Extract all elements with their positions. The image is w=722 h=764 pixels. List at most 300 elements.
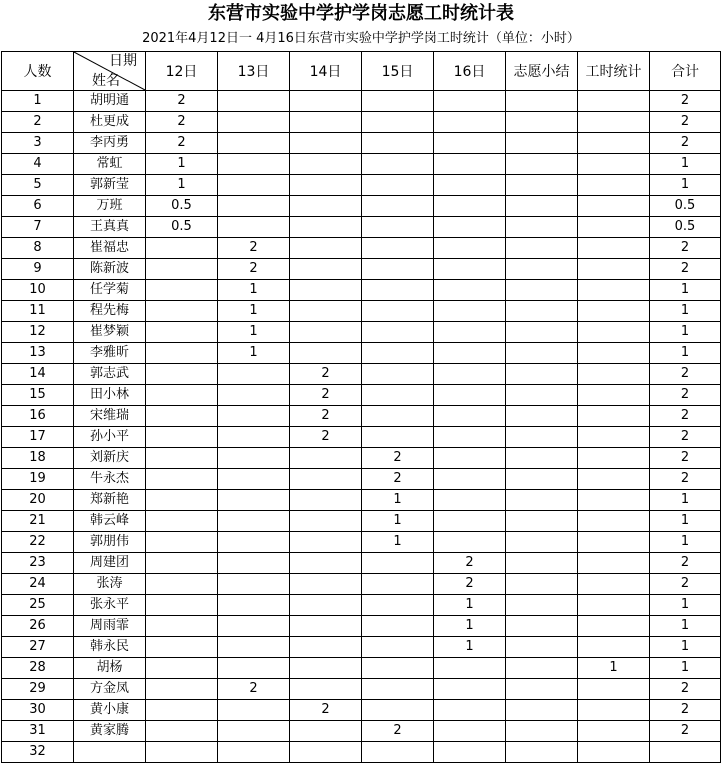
cell-d12[interactable] [146, 301, 218, 322]
cell-summary[interactable] [506, 238, 578, 259]
cell-total[interactable]: 0.5 [650, 196, 721, 217]
cell-num[interactable]: 15 [2, 385, 74, 406]
cell-name[interactable]: 杜更成 [74, 112, 146, 133]
cell-total[interactable]: 1 [650, 595, 721, 616]
cell-d14[interactable] [290, 112, 362, 133]
cell-d12[interactable] [146, 385, 218, 406]
cell-d15[interactable] [362, 553, 434, 574]
cell-name[interactable]: 周雨霏 [74, 616, 146, 637]
cell-num[interactable]: 17 [2, 427, 74, 448]
cell-d15[interactable] [362, 679, 434, 700]
cell-num[interactable]: 32 [2, 742, 74, 763]
cell-d13[interactable] [218, 364, 290, 385]
cell-hours[interactable] [578, 406, 650, 427]
cell-d14[interactable] [290, 343, 362, 364]
cell-total[interactable]: 2 [650, 364, 721, 385]
cell-d15[interactable] [362, 595, 434, 616]
cell-d16[interactable] [434, 490, 506, 511]
cell-summary[interactable] [506, 196, 578, 217]
cell-d14[interactable]: 2 [290, 385, 362, 406]
header-total[interactable]: 合计 [650, 52, 721, 91]
cell-name[interactable]: 陈新波 [74, 259, 146, 280]
cell-summary[interactable] [506, 427, 578, 448]
cell-summary[interactable] [506, 112, 578, 133]
cell-hours[interactable] [578, 343, 650, 364]
cell-total[interactable]: 1 [650, 511, 721, 532]
cell-d12[interactable] [146, 259, 218, 280]
cell-summary[interactable] [506, 511, 578, 532]
cell-total[interactable]: 2 [650, 385, 721, 406]
cell-d15[interactable]: 1 [362, 490, 434, 511]
cell-hours[interactable] [578, 490, 650, 511]
cell-hours[interactable] [578, 679, 650, 700]
cell-total[interactable]: 2 [650, 91, 721, 112]
cell-hours[interactable] [578, 217, 650, 238]
cell-num[interactable]: 26 [2, 616, 74, 637]
cell-summary[interactable] [506, 574, 578, 595]
header-num[interactable]: 人数 [2, 52, 74, 91]
cell-d15[interactable] [362, 91, 434, 112]
cell-name[interactable]: 张永平 [74, 595, 146, 616]
cell-d16[interactable] [434, 280, 506, 301]
cell-total[interactable]: 2 [650, 679, 721, 700]
cell-d16[interactable] [434, 112, 506, 133]
cell-d13[interactable] [218, 448, 290, 469]
cell-d13[interactable] [218, 490, 290, 511]
cell-d16[interactable] [434, 364, 506, 385]
cell-summary[interactable] [506, 364, 578, 385]
cell-total[interactable]: 2 [650, 133, 721, 154]
cell-d13[interactable] [218, 637, 290, 658]
cell-d12[interactable] [146, 742, 218, 763]
cell-d12[interactable]: 2 [146, 133, 218, 154]
cell-name[interactable]: 崔梦颖 [74, 322, 146, 343]
cell-d13[interactable] [218, 742, 290, 763]
cell-d14[interactable] [290, 574, 362, 595]
header-d13[interactable]: 13日 [218, 52, 290, 91]
cell-d16[interactable] [434, 511, 506, 532]
cell-num[interactable]: 14 [2, 364, 74, 385]
cell-summary[interactable] [506, 532, 578, 553]
cell-d12[interactable] [146, 469, 218, 490]
cell-d13[interactable] [218, 595, 290, 616]
cell-d14[interactable] [290, 742, 362, 763]
cell-d15[interactable] [362, 364, 434, 385]
cell-num[interactable]: 24 [2, 574, 74, 595]
cell-d14[interactable] [290, 196, 362, 217]
cell-total[interactable]: 1 [650, 343, 721, 364]
cell-d13[interactable]: 1 [218, 280, 290, 301]
cell-hours[interactable] [578, 91, 650, 112]
cell-d12[interactable] [146, 574, 218, 595]
cell-num[interactable]: 27 [2, 637, 74, 658]
cell-d13[interactable] [218, 175, 290, 196]
cell-d15[interactable]: 1 [362, 511, 434, 532]
cell-num[interactable]: 8 [2, 238, 74, 259]
cell-d14[interactable]: 2 [290, 427, 362, 448]
cell-num[interactable]: 28 [2, 658, 74, 679]
cell-num[interactable]: 3 [2, 133, 74, 154]
cell-d16[interactable] [434, 742, 506, 763]
cell-d14[interactable] [290, 721, 362, 742]
cell-total[interactable]: 2 [650, 406, 721, 427]
cell-name[interactable]: 黄家腾 [74, 721, 146, 742]
cell-d14[interactable] [290, 553, 362, 574]
cell-hours[interactable] [578, 532, 650, 553]
cell-hours[interactable] [578, 637, 650, 658]
cell-d16[interactable] [434, 679, 506, 700]
cell-d16[interactable] [434, 448, 506, 469]
cell-num[interactable]: 30 [2, 700, 74, 721]
header-d15[interactable]: 15日 [362, 52, 434, 91]
cell-d15[interactable] [362, 637, 434, 658]
cell-summary[interactable] [506, 175, 578, 196]
cell-d16[interactable]: 2 [434, 553, 506, 574]
cell-hours[interactable] [578, 616, 650, 637]
cell-d15[interactable] [362, 301, 434, 322]
cell-d13[interactable] [218, 700, 290, 721]
cell-total[interactable]: 1 [650, 322, 721, 343]
cell-num[interactable]: 29 [2, 679, 74, 700]
cell-d13[interactable] [218, 217, 290, 238]
cell-d12[interactable]: 1 [146, 175, 218, 196]
cell-d15[interactable] [362, 175, 434, 196]
cell-total[interactable]: 2 [650, 469, 721, 490]
cell-d14[interactable]: 2 [290, 700, 362, 721]
cell-d14[interactable] [290, 280, 362, 301]
cell-name[interactable]: 常虹 [74, 154, 146, 175]
cell-name[interactable]: 宋维瑞 [74, 406, 146, 427]
cell-d16[interactable] [434, 469, 506, 490]
header-hours[interactable]: 工时统计 [578, 52, 650, 91]
cell-total[interactable]: 1 [650, 637, 721, 658]
cell-hours[interactable] [578, 280, 650, 301]
cell-d12[interactable] [146, 595, 218, 616]
cell-hours[interactable] [578, 364, 650, 385]
cell-num[interactable]: 18 [2, 448, 74, 469]
cell-hours[interactable] [578, 721, 650, 742]
cell-d12[interactable]: 2 [146, 112, 218, 133]
cell-d12[interactable]: 0.5 [146, 196, 218, 217]
cell-summary[interactable] [506, 259, 578, 280]
cell-summary[interactable] [506, 616, 578, 637]
cell-d14[interactable] [290, 679, 362, 700]
cell-d15[interactable] [362, 238, 434, 259]
cell-hours[interactable] [578, 196, 650, 217]
cell-d15[interactable] [362, 133, 434, 154]
cell-summary[interactable] [506, 553, 578, 574]
cell-d15[interactable] [362, 427, 434, 448]
cell-d16[interactable] [434, 322, 506, 343]
cell-d15[interactable] [362, 196, 434, 217]
cell-total[interactable]: 1 [650, 301, 721, 322]
cell-hours[interactable] [578, 700, 650, 721]
cell-d15[interactable] [362, 259, 434, 280]
cell-hours[interactable] [578, 469, 650, 490]
cell-d16[interactable] [434, 427, 506, 448]
cell-d13[interactable]: 2 [218, 238, 290, 259]
cell-summary[interactable] [506, 280, 578, 301]
cell-d13[interactable] [218, 574, 290, 595]
cell-d13[interactable]: 1 [218, 343, 290, 364]
cell-d16[interactable] [434, 721, 506, 742]
cell-d12[interactable] [146, 658, 218, 679]
cell-total[interactable]: 2 [650, 448, 721, 469]
header-d12[interactable]: 12日 [146, 52, 218, 91]
cell-d15[interactable] [362, 280, 434, 301]
cell-d14[interactable] [290, 217, 362, 238]
cell-d16[interactable] [434, 217, 506, 238]
cell-d15[interactable]: 1 [362, 532, 434, 553]
cell-name[interactable]: 任学菊 [74, 280, 146, 301]
cell-summary[interactable] [506, 595, 578, 616]
cell-hours[interactable] [578, 238, 650, 259]
cell-hours[interactable] [578, 511, 650, 532]
cell-d13[interactable] [218, 196, 290, 217]
cell-d14[interactable]: 2 [290, 364, 362, 385]
cell-num[interactable]: 23 [2, 553, 74, 574]
cell-name[interactable]: 郭志武 [74, 364, 146, 385]
cell-name[interactable]: 牛永杰 [74, 469, 146, 490]
cell-name[interactable]: 周建团 [74, 553, 146, 574]
cell-num[interactable]: 1 [2, 91, 74, 112]
cell-d14[interactable]: 2 [290, 406, 362, 427]
cell-d12[interactable] [146, 343, 218, 364]
cell-summary[interactable] [506, 91, 578, 112]
cell-hours[interactable] [578, 322, 650, 343]
cell-name[interactable]: 李丙勇 [74, 133, 146, 154]
cell-num[interactable]: 7 [2, 217, 74, 238]
cell-d16[interactable] [434, 700, 506, 721]
cell-summary[interactable] [506, 133, 578, 154]
cell-name[interactable]: 韩永民 [74, 637, 146, 658]
cell-d15[interactable] [362, 112, 434, 133]
cell-d13[interactable] [218, 511, 290, 532]
cell-d16[interactable] [434, 91, 506, 112]
cell-summary[interactable] [506, 490, 578, 511]
header-summary[interactable]: 志愿小结 [506, 52, 578, 91]
cell-total[interactable]: 2 [650, 574, 721, 595]
cell-d12[interactable] [146, 322, 218, 343]
cell-d12[interactable] [146, 721, 218, 742]
cell-num[interactable]: 16 [2, 406, 74, 427]
cell-name[interactable]: 李雅昕 [74, 343, 146, 364]
cell-total[interactable]: 2 [650, 721, 721, 742]
cell-num[interactable]: 21 [2, 511, 74, 532]
cell-d16[interactable] [434, 175, 506, 196]
cell-hours[interactable] [578, 427, 650, 448]
cell-total[interactable]: 2 [650, 700, 721, 721]
cell-d14[interactable] [290, 595, 362, 616]
cell-d14[interactable] [290, 175, 362, 196]
cell-name[interactable]: 韩云峰 [74, 511, 146, 532]
cell-name[interactable]: 胡杨 [74, 658, 146, 679]
cell-name[interactable]: 王真真 [74, 217, 146, 238]
cell-num[interactable]: 11 [2, 301, 74, 322]
cell-name[interactable] [74, 742, 146, 763]
cell-d13[interactable] [218, 406, 290, 427]
cell-d14[interactable] [290, 154, 362, 175]
cell-d16[interactable] [434, 658, 506, 679]
cell-d16[interactable] [434, 238, 506, 259]
cell-d14[interactable] [290, 511, 362, 532]
cell-summary[interactable] [506, 343, 578, 364]
cell-d12[interactable] [146, 490, 218, 511]
cell-d14[interactable] [290, 469, 362, 490]
cell-total[interactable]: 2 [650, 553, 721, 574]
cell-d13[interactable] [218, 133, 290, 154]
cell-d12[interactable] [146, 616, 218, 637]
cell-summary[interactable] [506, 679, 578, 700]
cell-d12[interactable] [146, 364, 218, 385]
cell-total[interactable]: 1 [650, 280, 721, 301]
cell-d14[interactable] [290, 301, 362, 322]
header-d14[interactable]: 14日 [290, 52, 362, 91]
cell-name[interactable]: 程先梅 [74, 301, 146, 322]
cell-name[interactable]: 崔福忠 [74, 238, 146, 259]
cell-hours[interactable] [578, 301, 650, 322]
cell-hours[interactable] [578, 553, 650, 574]
cell-summary[interactable] [506, 301, 578, 322]
cell-d16[interactable] [434, 196, 506, 217]
cell-d12[interactable] [146, 448, 218, 469]
cell-d12[interactable]: 1 [146, 154, 218, 175]
cell-d12[interactable] [146, 637, 218, 658]
cell-d15[interactable] [362, 658, 434, 679]
cell-name[interactable]: 刘新庆 [74, 448, 146, 469]
cell-num[interactable]: 10 [2, 280, 74, 301]
cell-d14[interactable] [290, 658, 362, 679]
cell-hours[interactable] [578, 595, 650, 616]
cell-summary[interactable] [506, 469, 578, 490]
cell-name[interactable]: 张涛 [74, 574, 146, 595]
cell-d16[interactable]: 2 [434, 574, 506, 595]
cell-hours[interactable] [578, 175, 650, 196]
cell-num[interactable]: 6 [2, 196, 74, 217]
cell-d13[interactable] [218, 721, 290, 742]
cell-name[interactable]: 黄小康 [74, 700, 146, 721]
cell-d12[interactable] [146, 238, 218, 259]
cell-num[interactable]: 9 [2, 259, 74, 280]
cell-total[interactable] [650, 742, 721, 763]
cell-d12[interactable] [146, 427, 218, 448]
cell-d16[interactable] [434, 154, 506, 175]
cell-total[interactable]: 1 [650, 175, 721, 196]
cell-d16[interactable] [434, 259, 506, 280]
cell-d15[interactable] [362, 742, 434, 763]
cell-d14[interactable] [290, 91, 362, 112]
cell-summary[interactable] [506, 700, 578, 721]
cell-d12[interactable] [146, 679, 218, 700]
cell-num[interactable]: 4 [2, 154, 74, 175]
cell-d15[interactable]: 2 [362, 721, 434, 742]
cell-num[interactable]: 2 [2, 112, 74, 133]
cell-d14[interactable] [290, 322, 362, 343]
cell-d14[interactable] [290, 238, 362, 259]
cell-summary[interactable] [506, 448, 578, 469]
cell-summary[interactable] [506, 406, 578, 427]
cell-d16[interactable]: 1 [434, 616, 506, 637]
cell-d16[interactable]: 1 [434, 595, 506, 616]
cell-d13[interactable]: 2 [218, 679, 290, 700]
cell-d15[interactable] [362, 343, 434, 364]
cell-hours[interactable] [578, 133, 650, 154]
cell-hours[interactable]: 1 [578, 658, 650, 679]
cell-d13[interactable] [218, 553, 290, 574]
cell-num[interactable]: 12 [2, 322, 74, 343]
cell-hours[interactable] [578, 742, 650, 763]
cell-d14[interactable] [290, 637, 362, 658]
cell-d15[interactable] [362, 322, 434, 343]
cell-hours[interactable] [578, 385, 650, 406]
cell-hours[interactable] [578, 154, 650, 175]
cell-hours[interactable] [578, 112, 650, 133]
cell-total[interactable]: 2 [650, 427, 721, 448]
cell-d16[interactable] [434, 532, 506, 553]
cell-d12[interactable]: 2 [146, 91, 218, 112]
cell-total[interactable]: 1 [650, 532, 721, 553]
cell-d15[interactable] [362, 217, 434, 238]
cell-d16[interactable] [434, 343, 506, 364]
cell-summary[interactable] [506, 217, 578, 238]
cell-name[interactable]: 郑新艳 [74, 490, 146, 511]
cell-total[interactable]: 2 [650, 259, 721, 280]
cell-total[interactable]: 2 [650, 238, 721, 259]
cell-d13[interactable] [218, 91, 290, 112]
cell-name[interactable]: 田小林 [74, 385, 146, 406]
cell-d14[interactable] [290, 532, 362, 553]
cell-name[interactable]: 孙小平 [74, 427, 146, 448]
cell-d13[interactable] [218, 616, 290, 637]
cell-d14[interactable] [290, 616, 362, 637]
cell-d12[interactable] [146, 511, 218, 532]
cell-d14[interactable] [290, 448, 362, 469]
cell-d13[interactable]: 1 [218, 301, 290, 322]
cell-d14[interactable] [290, 133, 362, 154]
cell-d14[interactable] [290, 490, 362, 511]
cell-d15[interactable] [362, 574, 434, 595]
cell-d12[interactable] [146, 280, 218, 301]
cell-summary[interactable] [506, 742, 578, 763]
cell-d15[interactable]: 2 [362, 448, 434, 469]
cell-d15[interactable] [362, 154, 434, 175]
cell-total[interactable]: 1 [650, 490, 721, 511]
cell-hours[interactable] [578, 259, 650, 280]
cell-d15[interactable] [362, 700, 434, 721]
cell-total[interactable]: 2 [650, 112, 721, 133]
cell-d12[interactable] [146, 700, 218, 721]
cell-d12[interactable]: 0.5 [146, 217, 218, 238]
cell-d14[interactable] [290, 259, 362, 280]
cell-d13[interactable]: 2 [218, 259, 290, 280]
cell-total[interactable]: 1 [650, 658, 721, 679]
cell-d13[interactable] [218, 427, 290, 448]
cell-d12[interactable] [146, 406, 218, 427]
header-date-name[interactable] [74, 52, 146, 91]
cell-summary[interactable] [506, 322, 578, 343]
cell-num[interactable]: 5 [2, 175, 74, 196]
cell-summary[interactable] [506, 385, 578, 406]
cell-d13[interactable] [218, 658, 290, 679]
cell-d16[interactable] [434, 301, 506, 322]
cell-d16[interactable] [434, 406, 506, 427]
cell-summary[interactable] [506, 658, 578, 679]
cell-name[interactable]: 郭朋伟 [74, 532, 146, 553]
cell-name[interactable]: 胡明通 [74, 91, 146, 112]
cell-summary[interactable] [506, 721, 578, 742]
cell-num[interactable]: 20 [2, 490, 74, 511]
cell-num[interactable]: 25 [2, 595, 74, 616]
